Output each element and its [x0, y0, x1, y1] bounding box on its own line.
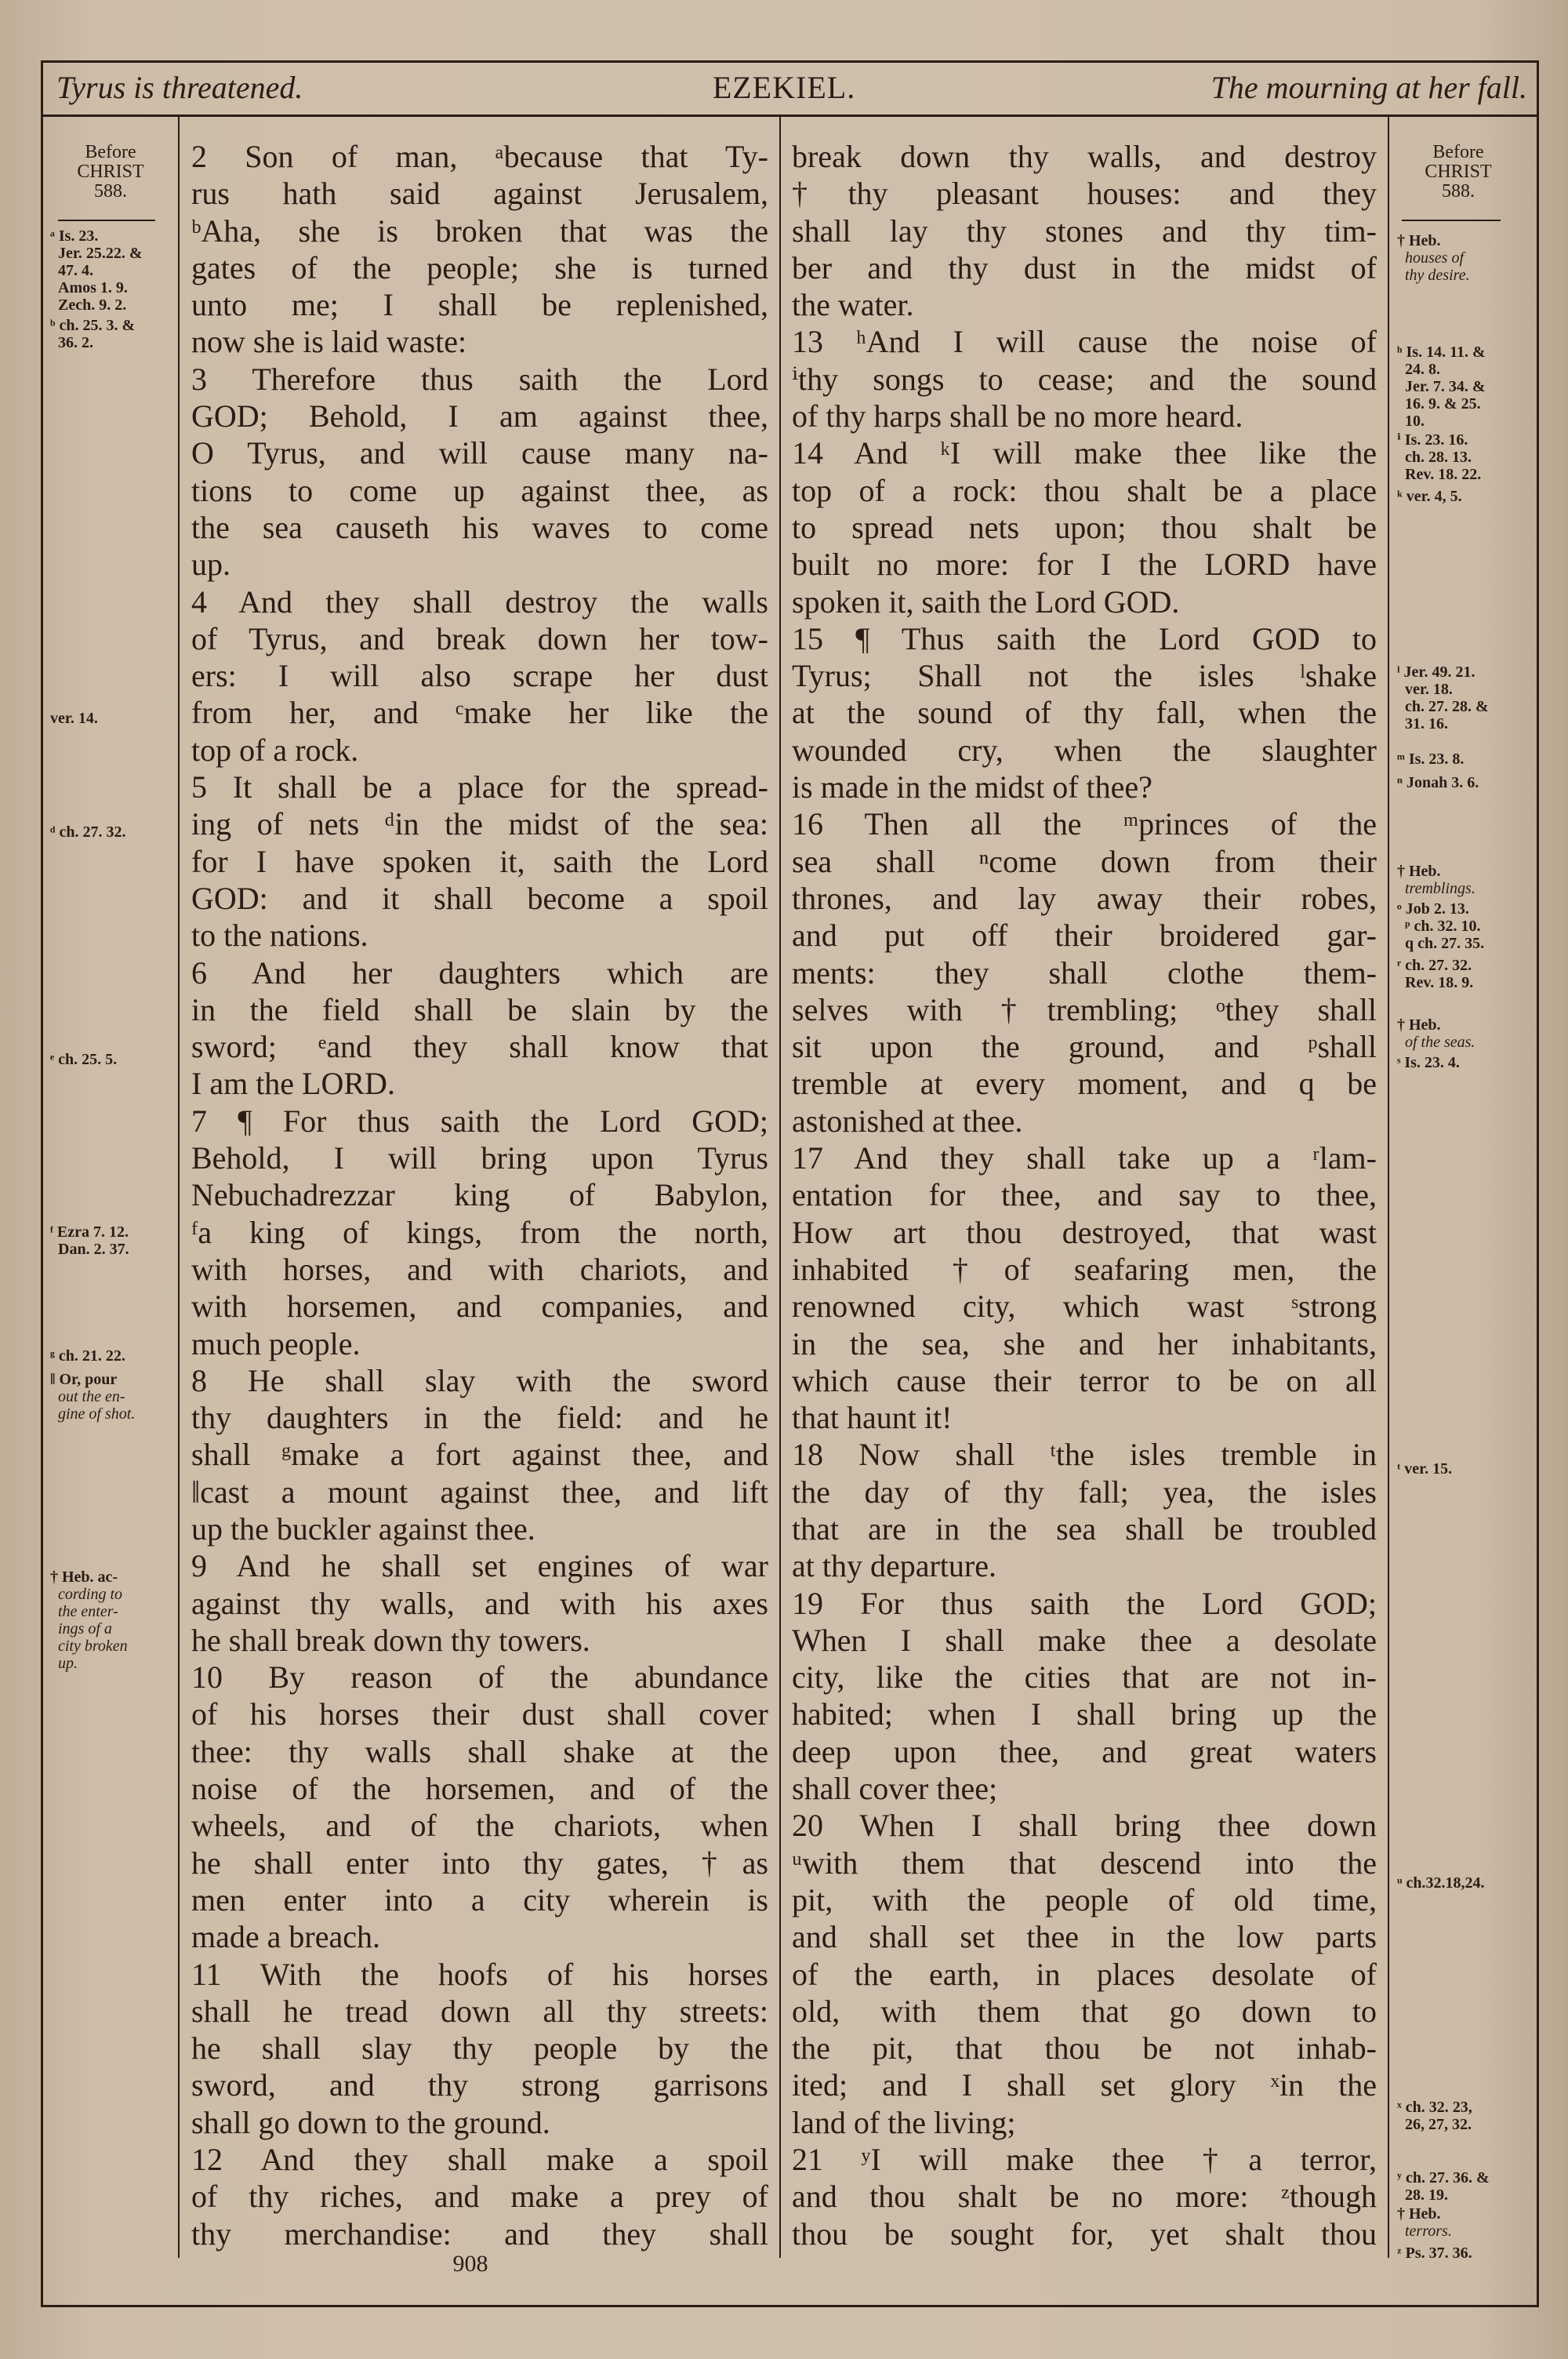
- text-line: 7 ¶ For thus saith the Lord GOD;: [191, 1103, 768, 1139]
- text-line: wounded cry, when the slaughter: [792, 732, 1377, 768]
- text-line: 21 ʸI will make thee †a terror,: [792, 2142, 1377, 2178]
- note-line: ⁱ Is. 23. 16.: [1397, 431, 1468, 449]
- text-line: of his horses their dust shall cover: [191, 1696, 768, 1732]
- cross-reference-note: [1397, 900, 1530, 952]
- text-line: 15 ¶ Thus saith the Lord GOD to: [792, 620, 1377, 656]
- text-line: made a breach.: [191, 1919, 380, 1955]
- note-line: q ch. 27. 35.: [1405, 935, 1485, 952]
- cross-reference-note: [50, 227, 176, 314]
- cross-reference-note: [1397, 232, 1530, 284]
- text-line: selves with †trembling; ᵒthey shall: [792, 991, 1377, 1027]
- cross-reference-note: [1397, 1054, 1530, 1071]
- text-line: O Tyrus, and will cause many na-: [191, 435, 768, 471]
- note-line: Zech. 9. 2.: [58, 296, 127, 314]
- text-line: ᶠa king of kings, from the north,: [191, 1214, 768, 1250]
- text-line: he shall slay thy people by the: [191, 2030, 768, 2066]
- text-line: for I have spoken it, saith the Lord: [191, 843, 768, 879]
- text-line: ᵘwith them that descend into the: [792, 1845, 1377, 1881]
- text-line: wheels, and of the chariots, when: [191, 1808, 768, 1844]
- note-line: ᵒ Job 2. 13.: [1397, 900, 1469, 918]
- cross-reference-note: [1397, 2169, 1530, 2204]
- text-line: Behold, I will bring upon Tyrus: [191, 1140, 768, 1176]
- text-line: up.: [191, 547, 230, 583]
- text-line: sit upon the ground, and ᵖshall: [792, 1029, 1377, 1065]
- text-line: Tyrus; Shall not the isles ˡshake: [792, 658, 1377, 694]
- text-line: ber and thy dust in the midst of: [792, 249, 1377, 285]
- cross-reference-note: [1397, 1460, 1530, 1478]
- note-line: 47. 4.: [58, 262, 93, 279]
- before-label: Before: [85, 142, 136, 162]
- note-line: Jer. 7. 34. &: [1405, 378, 1486, 395]
- text-line: 8 He shall slay with the sword: [191, 1362, 768, 1398]
- header-rule: [41, 114, 1539, 117]
- text-line: built no more: for I the LORD have: [792, 547, 1377, 583]
- text-line: sword, and thy strong garrisons: [191, 2067, 768, 2103]
- text-line: old, with them that go down to: [792, 1993, 1377, 2029]
- note-line: terrors.: [1405, 2223, 1452, 2240]
- note-line: gine of shot.: [58, 1405, 136, 1423]
- note-line: ˡ Jer. 49. 21.: [1397, 663, 1475, 681]
- text-line: noise of the horsemen, and of the: [191, 1771, 768, 1807]
- page-number: 908: [452, 2251, 488, 2277]
- cross-reference-note: [50, 317, 176, 351]
- cross-reference-note: [1397, 663, 1530, 732]
- note-line: Amos 1. 9.: [58, 279, 128, 296]
- running-head-left: Tyrus is threatened.: [56, 70, 303, 105]
- cross-reference-note: [1397, 2099, 1530, 2133]
- text-line: at thy departure.: [792, 1548, 996, 1584]
- text-line: shall lay thy stones and thy tim-: [792, 213, 1377, 249]
- text-line: inhabited †of seafaring men, the: [792, 1251, 1377, 1287]
- note-line: 36. 2.: [58, 334, 93, 351]
- margin-rule: [58, 220, 155, 221]
- text-line: from her, and ᶜmake her like the: [191, 695, 768, 731]
- text-line: he shall enter into thy gates, †as: [191, 1845, 768, 1881]
- text-line: with horsemen, and companies, and: [191, 1289, 768, 1325]
- text-line: the water.: [792, 287, 914, 323]
- note-line: ᵏ ver. 4, 5.: [1397, 488, 1462, 505]
- text-line: shall cover thee;: [792, 1771, 998, 1807]
- text-line: tions to come up against thee, as: [191, 472, 768, 508]
- text-line: ⁱthy songs to cease; and the sound: [792, 361, 1377, 397]
- text-line: up the buckler against thee.: [191, 1510, 535, 1547]
- text-line: 11 With the hoofs of his horses: [191, 1956, 768, 1992]
- note-line: Jer. 25.22. &: [58, 245, 143, 262]
- text-line: astonished at thee.: [792, 1103, 1023, 1139]
- note-line: 26, 27, 32.: [1405, 2116, 1472, 2133]
- christ-label: CHRIST: [77, 162, 144, 182]
- text-line: 18 Now shall ᵗthe isles tremble in: [792, 1437, 1377, 1473]
- text-line: to the nations.: [191, 918, 368, 954]
- text-line: 5 It shall be a place for the spread-: [191, 769, 768, 805]
- note-line: 16. 9. & 25.: [1405, 395, 1481, 413]
- text-line: shall go down to the ground.: [191, 2104, 550, 2140]
- text-line: at the sound of thy fall, when the: [792, 695, 1377, 731]
- cross-reference-note: [1397, 2245, 1530, 2262]
- text-line: sea shall ⁿcome down from their: [792, 843, 1377, 879]
- text-line: ited; and I shall set glory ˣin the: [792, 2067, 1377, 2103]
- cross-reference-note: [50, 1223, 176, 1258]
- text-line: 13 ʰAnd I will cause the noise of: [792, 324, 1377, 360]
- year-label: 588.: [1442, 181, 1475, 202]
- text-line: to spread nets upon; thou shalt be: [792, 509, 1377, 545]
- note-line: houses of: [1405, 249, 1464, 267]
- right-margin-rule: [1388, 117, 1389, 2258]
- text-line: 19 For thus saith the Lord GOD;: [792, 1585, 1377, 1621]
- text-line: which cause their terror to be on all: [792, 1362, 1377, 1398]
- cross-reference-note: [1397, 488, 1530, 505]
- note-line: † Heb.: [1397, 2205, 1441, 2223]
- note-line: ver. 18.: [1405, 681, 1453, 698]
- text-line: 16 Then all the ᵐprinces of the: [792, 806, 1377, 842]
- text-line: of the earth, in places desolate of: [792, 1956, 1377, 1992]
- text-line: 12 And they shall make a spoil: [191, 2142, 768, 2178]
- note-line: ver. 14.: [50, 710, 98, 727]
- text-column-right: [792, 138, 1377, 2252]
- text-line: gates of the people; she is turned: [191, 249, 768, 285]
- note-line: ᶻ Ps. 37. 36.: [1397, 2245, 1472, 2262]
- text-line: in the field shall be slain by the: [191, 991, 768, 1027]
- text-line: I am the LORD.: [191, 1066, 395, 1102]
- text-line: land of the living;: [792, 2104, 1016, 2140]
- cross-reference-note: [1397, 774, 1530, 791]
- text-line: against thy walls, and with his axes: [191, 1585, 768, 1621]
- note-line: ʳ ch. 27. 32.: [1397, 957, 1472, 974]
- text-line: in the sea, she and her inhabitants,: [792, 1325, 1377, 1361]
- text-line: that haunt it!: [792, 1400, 953, 1436]
- text-line: 2 Son of man, ᵃbecause that Ty-: [191, 139, 768, 174]
- text-line: spoken it, saith the Lord GOD.: [792, 583, 1180, 620]
- note-line: out the en-: [58, 1388, 125, 1405]
- note-line: ‖ Or, pour: [50, 1371, 118, 1388]
- text-line: thrones, and lay away their robes,: [792, 880, 1377, 916]
- text-line: 17 And they shall take up a ʳlam-: [792, 1140, 1377, 1176]
- note-line: ᵍ ch. 21. 22.: [50, 1347, 125, 1365]
- before-christ-left: [44, 143, 177, 202]
- cross-reference-note: [50, 1568, 176, 1672]
- text-line: city, like the cities that are not in-: [792, 1659, 1377, 1696]
- text-line: 9 And he shall set engines of war: [191, 1548, 768, 1584]
- text-line: 14 And ᵏI will make thee like the: [792, 435, 1377, 471]
- note-line: ⁿ Jonah 3. 6.: [1397, 774, 1479, 791]
- text-line: deep upon thee, and great waters: [792, 1733, 1377, 1769]
- note-line: ᵘ ch.32.18,24.: [1397, 1874, 1485, 1892]
- text-line: he shall break down thy towers.: [191, 1622, 590, 1658]
- note-line: ᵇ ch. 25. 3. &: [50, 317, 136, 334]
- cross-reference-note: [1397, 957, 1530, 991]
- text-line: thy merchandise: and they shall: [191, 2215, 768, 2252]
- cross-reference-note: [1397, 751, 1530, 768]
- text-line: tremble at every moment, and q be: [792, 1066, 1377, 1102]
- cross-reference-note: [50, 1371, 176, 1423]
- note-line: † Heb.: [1397, 232, 1441, 249]
- note-line: 28. 19.: [1405, 2186, 1448, 2204]
- text-line: of thy harps shall be no more heard.: [792, 398, 1243, 434]
- text-line: ments: they shall clothe them-: [792, 954, 1377, 990]
- cross-reference-note: [50, 1347, 176, 1365]
- text-line: break down thy walls, and destroy: [792, 139, 1377, 174]
- text-line: 20 When I shall bring thee down: [792, 1808, 1377, 1844]
- text-line: 3 Therefore thus saith the Lord: [191, 361, 768, 397]
- note-line: ˢ Is. 23. 4.: [1397, 1054, 1460, 1071]
- text-line: ing of nets ᵈin the midst of the sea:: [191, 806, 768, 842]
- text-line: and put off their broidered gar-: [792, 918, 1377, 954]
- text-line: top of a rock.: [191, 732, 359, 768]
- note-line: ch. 27. 28. &: [1405, 698, 1489, 715]
- text-line: of thy riches, and make a prey of: [191, 2179, 768, 2215]
- note-line: † Heb.: [1397, 1016, 1441, 1034]
- year-label: 588.: [94, 181, 127, 202]
- before-christ-right: [1392, 143, 1525, 202]
- text-line: the sea causeth his waves to come: [191, 509, 768, 545]
- note-line: city broken: [58, 1637, 128, 1655]
- text-line: shall he tread down all thy streets:: [191, 1993, 768, 2029]
- text-line: rus hath said against Jerusalem,: [191, 176, 768, 212]
- cross-reference-note: [1397, 863, 1530, 897]
- cross-reference-note: [50, 823, 176, 841]
- text-line: and thou shalt be no more: ᶻthough: [792, 2179, 1377, 2215]
- note-line: ᶠ Ezra 7. 12.: [50, 1223, 129, 1241]
- text-line: pit, with the people of old time,: [792, 1881, 1377, 1917]
- text-line: How art thou destroyed, that wast: [792, 1214, 1377, 1250]
- text-line: 10 By reason of the abundance: [191, 1659, 768, 1696]
- text-line: now she is laid waste:: [191, 324, 467, 360]
- text-line: thou be sought for, yet shalt thou: [792, 2215, 1377, 2252]
- note-line: Dan. 2. 37.: [58, 1241, 129, 1258]
- text-line: GOD; Behold, I am against thee,: [191, 398, 768, 434]
- cross-reference-note: [1397, 2205, 1530, 2240]
- text-line: is made in the midst of thee?: [792, 769, 1152, 805]
- note-line: cording to: [58, 1586, 123, 1603]
- cross-reference-note: [1397, 431, 1530, 483]
- text-line: thee: thy walls shall shake at the: [191, 1733, 768, 1769]
- cross-reference-note: [1397, 343, 1530, 430]
- note-line: † Heb. ac-: [50, 1568, 118, 1586]
- text-line: Nebuchadrezzar king of Babylon,: [191, 1177, 768, 1213]
- text-line: ers: I will also scrape her dust: [191, 658, 768, 694]
- note-line: ings of a: [58, 1620, 112, 1637]
- note-line: ᵈ ch. 27. 32.: [50, 823, 126, 841]
- note-line: 10.: [1405, 413, 1425, 430]
- cross-reference-note: [1397, 1874, 1530, 1892]
- note-line: † Heb.: [1397, 863, 1441, 880]
- cross-reference-note: [50, 710, 176, 727]
- note-line: the enter-: [58, 1603, 118, 1620]
- note-line: ᵃ Is. 23.: [50, 227, 99, 245]
- text-line: that are in the sea shall be troubled: [792, 1510, 1377, 1547]
- text-line: entation for thee, and say to thee,: [792, 1177, 1377, 1213]
- text-line: shall ᵍmake a fort against thee, and: [191, 1437, 768, 1473]
- text-line: the day of thy fall; yea, the isles: [792, 1474, 1377, 1510]
- text-line: ᵇAha, she is broken that was the: [191, 213, 768, 249]
- text-column-left: [191, 138, 768, 2252]
- note-line: 24. 8.: [1405, 361, 1440, 378]
- before-label: Before: [1432, 142, 1484, 162]
- note-line: ᵗ ver. 15.: [1397, 1460, 1453, 1478]
- text-line: renowned city, which wast ˢstrong: [792, 1289, 1377, 1325]
- margin-rule: [1402, 220, 1501, 221]
- text-line: habited; when I shall bring up the: [792, 1696, 1377, 1732]
- running-head-right: The mourning at her fall.: [1210, 70, 1527, 105]
- note-line: ʰ Is. 14. 11. &: [1397, 343, 1486, 361]
- text-line: sword; ᵉand they shall know that: [191, 1029, 768, 1065]
- note-line: 31. 16.: [1405, 715, 1448, 732]
- note-line: ch. 28. 13.: [1405, 449, 1472, 466]
- note-line: Rev. 18. 9.: [1405, 974, 1474, 991]
- note-line: ʸ ch. 27. 36. &: [1397, 2169, 1490, 2186]
- text-line: with horses, and with chariots, and: [191, 1251, 768, 1287]
- note-line: of the seas.: [1405, 1034, 1475, 1051]
- christ-label: CHRIST: [1425, 162, 1492, 182]
- text-line: 4 And they shall destroy the walls: [191, 583, 768, 620]
- text-line: ‖cast a mount against thee, and lift: [191, 1474, 768, 1510]
- note-line: ˣ ch. 32. 23,: [1397, 2099, 1472, 2116]
- note-line: thy desire.: [1405, 267, 1470, 284]
- cross-reference-note: [1397, 1016, 1530, 1051]
- note-line: ᵖ ch. 32. 10.: [1405, 918, 1481, 935]
- text-line: of Tyrus, and break down her tow-: [191, 620, 768, 656]
- text-line: When I shall make thee a desolate: [792, 1622, 1377, 1658]
- text-line: unto me; I shall be replenished,: [191, 287, 768, 323]
- text-line: †thy pleasant houses: and they: [792, 176, 1377, 212]
- text-line: thy daughters in the field: and he: [191, 1400, 768, 1436]
- note-line: tremblings.: [1405, 880, 1475, 897]
- column-divider: [779, 117, 781, 2258]
- note-line: ᵉ ch. 25. 5.: [50, 1051, 118, 1068]
- text-line: and shall set thee in the low parts: [792, 1919, 1377, 1955]
- text-line: the pit, that thou be not inhab-: [792, 2030, 1377, 2066]
- text-line: GOD: and it shall become a spoil: [191, 880, 768, 916]
- note-line: Rev. 18. 22.: [1405, 466, 1482, 483]
- left-margin-rule: [178, 117, 180, 2258]
- text-line: much people.: [191, 1325, 361, 1361]
- cross-reference-note: [50, 1051, 176, 1068]
- note-line: up.: [58, 1655, 78, 1672]
- note-line: ᵐ Is. 23. 8.: [1397, 751, 1465, 768]
- text-line: top of a rock: thou shalt be a place: [792, 472, 1377, 508]
- text-line: 6 And her daughters which are: [191, 954, 768, 990]
- book-title: EZEKIEL.: [712, 70, 856, 105]
- text-line: men enter into a city wherein is: [191, 1881, 768, 1917]
